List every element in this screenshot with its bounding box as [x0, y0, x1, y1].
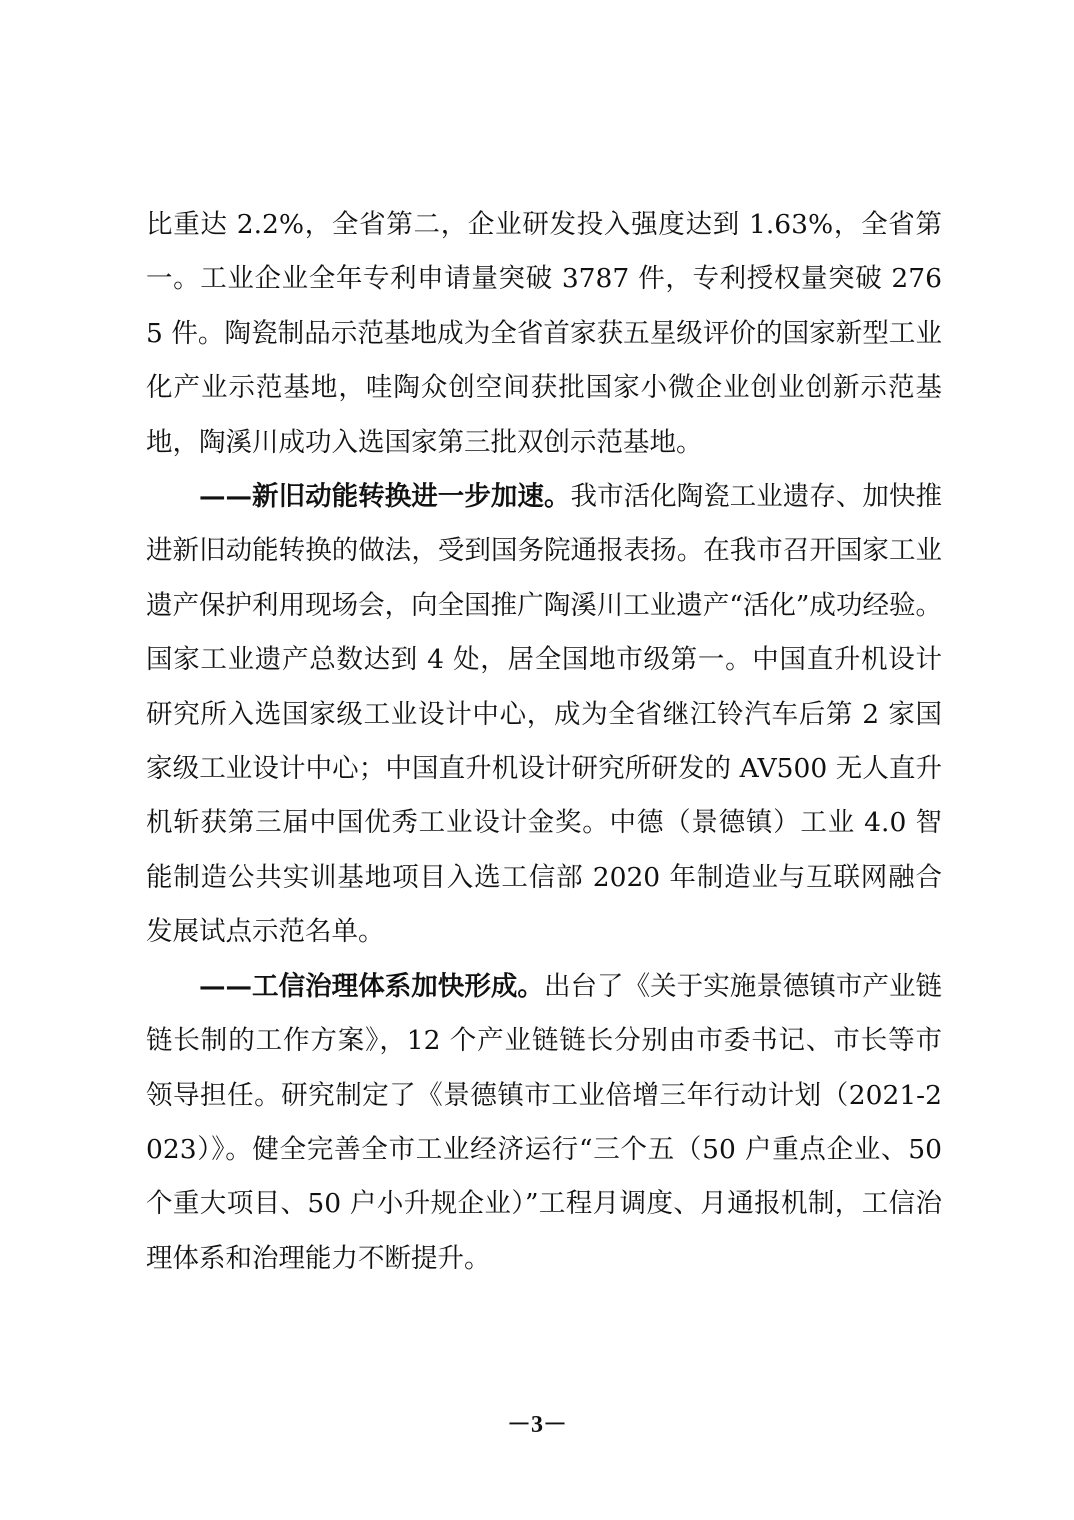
paragraph-heading: ——新旧动能转换进一步加速。: [199, 481, 571, 513]
paragraph-body: 比重达 2.2%，全省第二，企业研发投入强度达到 1.63%，全省第一。工业企业全年专利申请量突破 3787 件，专利授权量突破 2765 件。陶瓷制品示范基地成为全省首家获五星级评价的国家新型工业化产业示范基地，哇陶众创空间获批国家小微企业创业创新示范基地，陶溪川成功入选国家第三批双创示范基地。: [146, 209, 942, 458]
paragraph-body: 我市活化陶瓷工业遗存、加快推进新旧动能转换的做法，受到国务院通报表扬。在我市召开国家工业遗产保护利用现场会，向全国推广陶溪川工业遗产“活化”成功经验。国家工业遗产总数达到 4 处，居全国地市级第一。中国直升机设计研究所入选国家级工业设计中心，成为全省继江铃汽车后第 2 家国家级工业设计中心；中国直升机设计研究所研发的 AV500 无人直升机斩获第三届中国优秀工业设计金奖。中德（景德镇）工业 4.0 智能制造公共实训基地项目入选工信部 2020 年制造业与互联网融合发展试点示范名单。: [146, 481, 942, 948]
page-number: －3－: [507, 1412, 567, 1438]
paragraph-body: 出台了《关于实施景德镇市产业链链长制的工作方案》，12 个产业链链长分别由市委书记、市长等市领导担任。研究制定了《景德镇市工业倍增三年行动计划（2021-2023）》。健全完善全市工业经济运行“三个五（50 户重点企业、50 个重大项目、50 户小升规企业）”工程月调度、月通报机制，工信治理体系和治理能力不断提升。: [146, 970, 943, 1274]
body-text: [146, 198, 942, 1286]
paragraph-continuation: [146, 198, 942, 470]
paragraph-governance-system: [146, 960, 942, 1286]
paragraph-heading: ——工信治理体系加快形成。: [199, 970, 544, 1002]
paragraph-new-old-momentum: [146, 470, 942, 960]
